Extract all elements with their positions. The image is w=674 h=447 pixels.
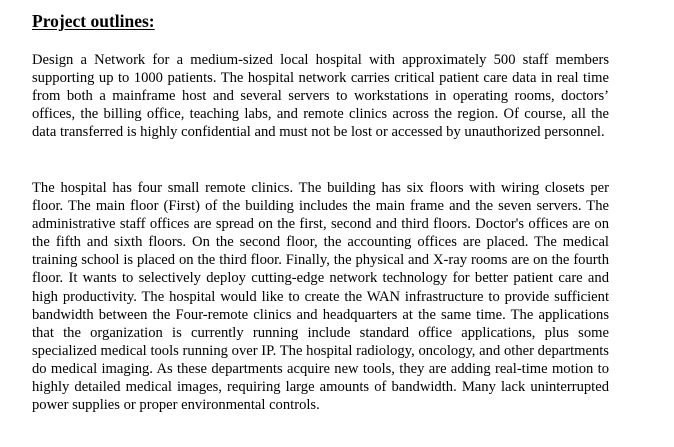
section-heading: Project outlines: (32, 11, 155, 31)
body-paragraph-details: The hospital has four small remote clinics. The building has six floors with wiring closets per floor. The main floor (First) of the building includes the main frame and the seven servers. The administrative staff offices are spread on the first, second and third floors. Doctor's offices are on the fifth and sixth floors. On the second floor, the accounting offices are placed. The medical training school is placed on the third floor. Finally, the physical and X-ray rooms are on the fourth floor. It wants to selectively deploy cutting-edge network technology for better patient care and high productivity. The hospital would like to create the WAN infrastructure to provide sufficient bandwidth between the Four-remote clinics and headquarters at the same time. The applications that the organization is currently running include standard office applications, plus some specialized medical tools running over IP. The hospital radiology, oncology, and other departments do medical imaging. As these departments acquire new tools, they are adding real-time motion to highly detailed medical images, requiring large amounts of bandwidth. Many lack uninterrupted power supplies or proper environmental controls. (32, 180, 609, 414)
body-paragraph-overview: Design a Network for a medium-sized local hospital with approximately 500 staff members supporting up to 1000 patients. The hospital network carries critical patient care data in real time from both a mainframe host and several servers to workstations in operating rooms, doctors’ offices, the billing office, teaching labs, and remote clinics across the region. Of course, all the data transferred is highly confidential and must not be lost or accessed by unauthorized personnel. (32, 52, 609, 141)
